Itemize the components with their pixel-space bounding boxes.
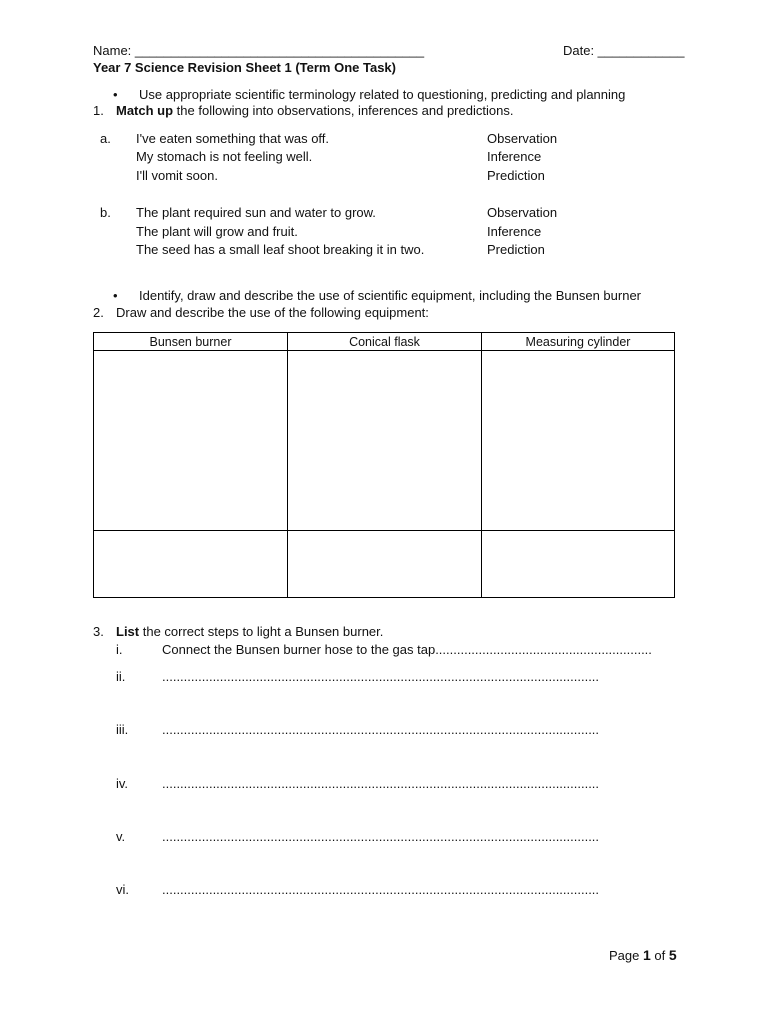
group-a-option-inference: Inference: [487, 149, 542, 164]
step-1-numeral: i.: [116, 642, 123, 657]
question-3-text: the correct steps to light a Bunsen burner.: [139, 624, 384, 639]
question-3-number: 3.: [93, 624, 104, 639]
question-1-keyword: Match up: [116, 103, 174, 118]
date-field-label: Date: ____________: [563, 43, 685, 58]
bunsen-burner-description-cell[interactable]: [94, 531, 288, 598]
header-conical-flask: Conical flask: [288, 333, 482, 351]
header-bunsen-burner: Bunsen burner: [94, 333, 288, 351]
group-b-statement-3: The seed has a small leaf shoot breaking it in two.: [136, 242, 425, 257]
step-4-answer-line[interactable]: .........................................................................................................................: [162, 776, 600, 791]
question-3-instruction: [116, 624, 383, 639]
group-b-option-prediction: Prediction: [487, 242, 545, 257]
step-3-answer-line[interactable]: .........................................................................................................................: [162, 722, 600, 737]
conical-flask-description-cell[interactable]: [288, 531, 482, 598]
step-4-numeral: iv.: [116, 776, 129, 791]
group-b-statement-1: The plant required sun and water to grow.: [136, 205, 376, 220]
step-6-answer-line[interactable]: .........................................................................................................................: [162, 882, 600, 897]
current-page: 1: [642, 947, 651, 963]
page-word: Page: [609, 948, 643, 963]
group-b-statement-2: The plant will grow and fruit.: [136, 224, 298, 239]
step-6-numeral: vi.: [116, 882, 129, 897]
drawing-row: [94, 351, 675, 531]
group-a-statement-2: My stomach is not feeling well.: [136, 149, 313, 164]
question-1-number: 1.: [93, 103, 104, 118]
step-2-numeral: ii.: [116, 669, 126, 684]
step-5-numeral: v.: [116, 829, 126, 844]
step-1-text[interactable]: Connect the Bunsen burner hose to the gas tap............................................................: [162, 642, 652, 657]
group-a-option-observation: Observation: [487, 131, 558, 146]
measuring-cylinder-drawing-cell[interactable]: [482, 351, 675, 531]
group-b-letter: b.: [100, 205, 111, 220]
equipment-table: [93, 332, 675, 598]
page-number: [609, 947, 677, 963]
group-a-statement-3: I'll vomit soon.: [136, 168, 218, 183]
question-2-instruction: Draw and describe the use of the following equipment:: [116, 305, 429, 320]
group-a-letter: a.: [100, 131, 111, 146]
question-3-keyword: List: [116, 624, 140, 639]
of-word: of: [650, 948, 669, 963]
question-2-number: 2.: [93, 305, 104, 320]
outcome-bullet-2: • Identify, draw and describe the use of scientific equipment, including the Bunsen burner: [139, 288, 641, 303]
group-a-option-prediction: Prediction: [487, 168, 545, 183]
outcome-bullet-1: • Use appropriate scientific terminology related to questioning, predicting and planning: [139, 87, 625, 102]
total-pages: 5: [668, 947, 677, 963]
bunsen-burner-drawing-cell[interactable]: [94, 351, 288, 531]
question-1-instruction: [116, 103, 513, 118]
measuring-cylinder-description-cell[interactable]: [482, 531, 675, 598]
description-row: [94, 531, 675, 598]
group-a-statement-1: I've eaten something that was off.: [136, 131, 330, 146]
group-b-option-observation: Observation: [487, 205, 558, 220]
step-3-numeral: iii.: [116, 722, 129, 737]
group-b-option-inference: Inference: [487, 224, 542, 239]
conical-flask-drawing-cell[interactable]: [288, 351, 482, 531]
header-measuring-cylinder: Measuring cylinder: [482, 333, 675, 351]
name-field-label: Name: ________________________________________: [93, 43, 425, 58]
equipment-table-header-row: [94, 333, 675, 351]
question-1-text: the following into observations, inferences and predictions.: [173, 103, 514, 118]
step-2-answer-line[interactable]: .........................................................................................................................: [162, 669, 600, 684]
page-title: Year 7 Science Revision Sheet 1 (Term One Task): [93, 60, 396, 75]
step-5-answer-line[interactable]: .........................................................................................................................: [162, 829, 600, 844]
